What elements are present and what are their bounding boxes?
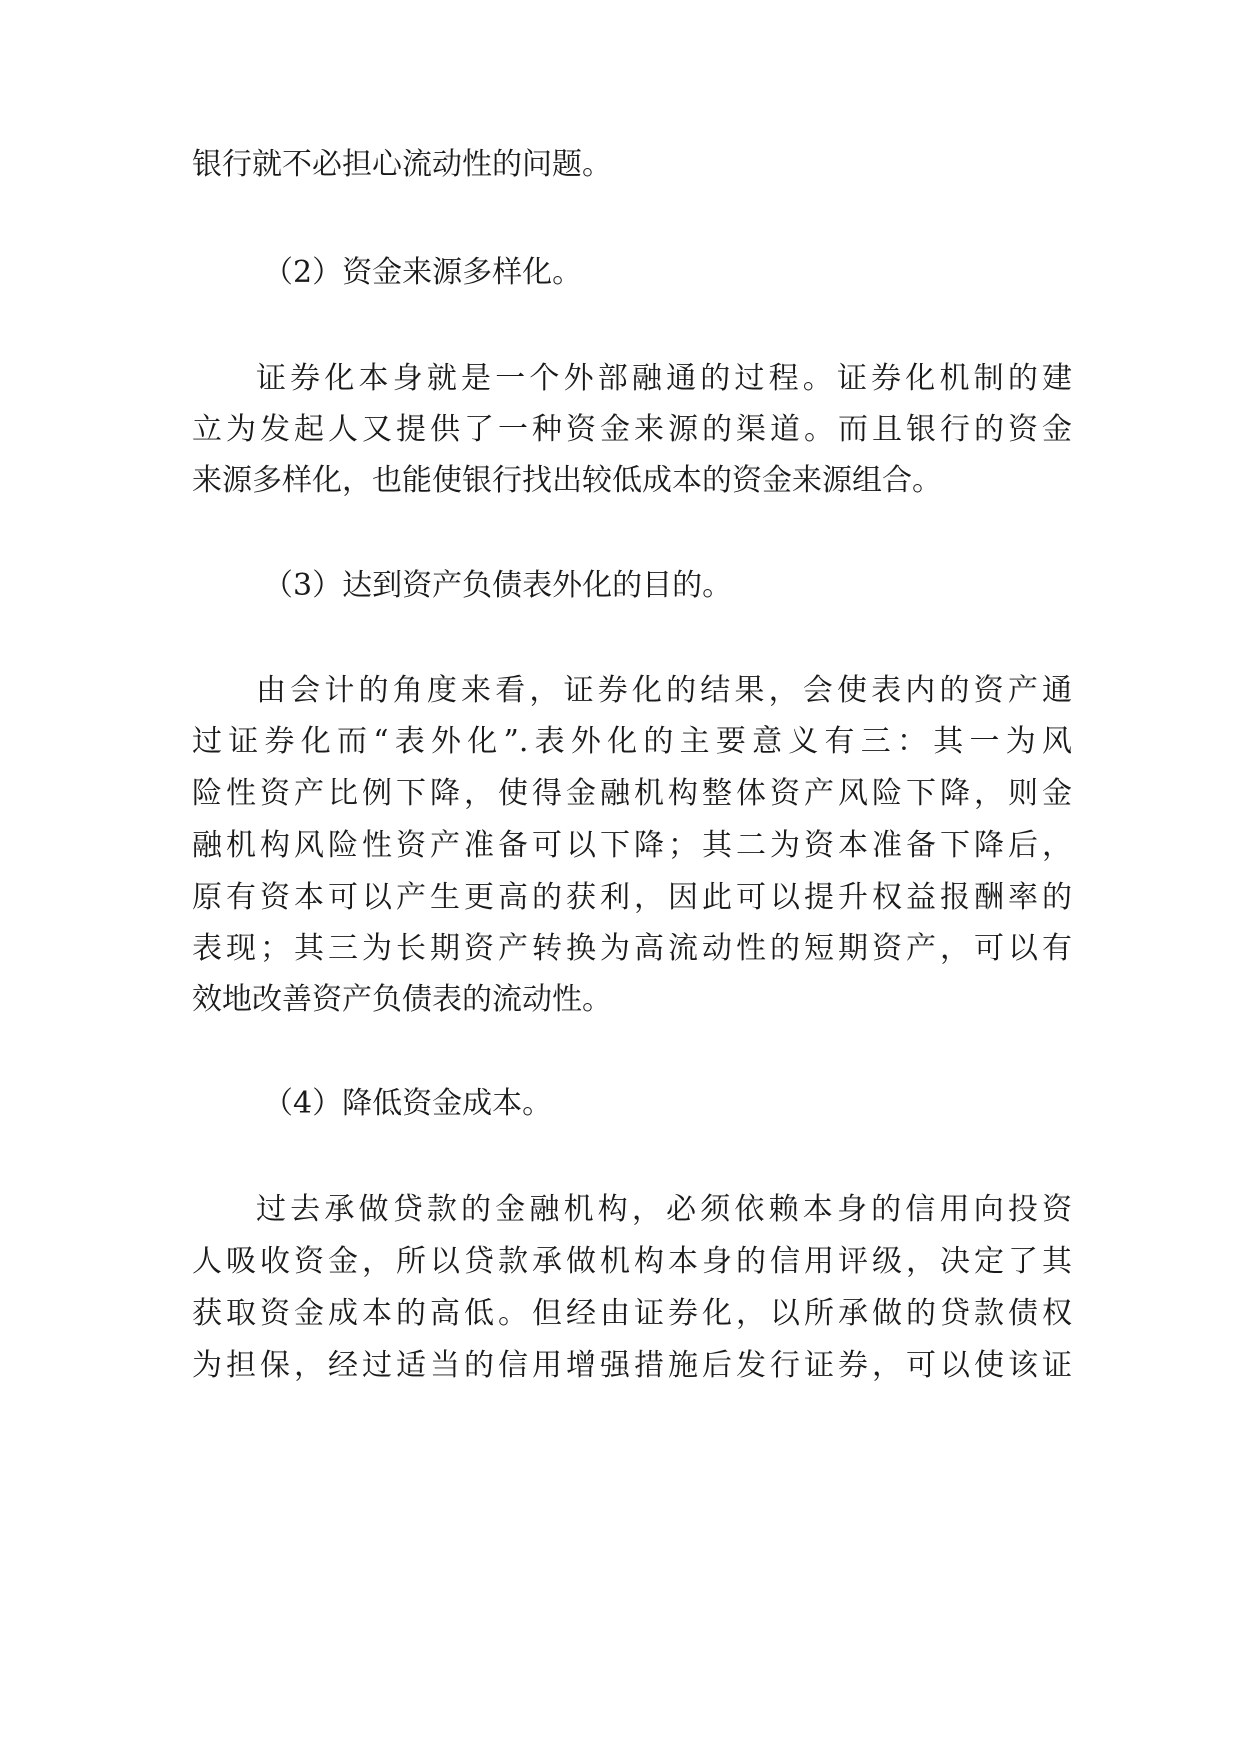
paragraph-line: 效地改善资产负债表的流动性。: [192, 982, 612, 1017]
paragraph-line: 证券化本身就是一个外部融通的过程。证券化机制的建: [256, 361, 1072, 396]
paragraph-line: 融机构风险性资产准备可以下降；其二为资本准备下降后，: [192, 828, 1072, 863]
paragraph-continuation-line: 银行就不必担心流动性的问题。: [192, 147, 612, 182]
paragraph-line: 表现；其三为长期资产转换为高流动性的短期资产，可以有: [192, 931, 1072, 966]
paragraph-line: 获取资金成本的高低。但经由证券化，以所承做的贷款债权: [192, 1296, 1072, 1331]
section-heading-3: （3）达到资产负债表外化的目的。: [263, 568, 733, 603]
paragraph-line: 为担保，经过适当的信用增强措施后发行证券，可以使该证: [192, 1348, 1072, 1383]
section-heading-2: （2）资金来源多样化。: [263, 255, 583, 290]
paragraph-line: 由会计的角度来看，证券化的结果，会使表内的资产通: [256, 673, 1072, 708]
paragraph-line: 人吸收资金，所以贷款承做机构本身的信用评级，决定了其: [192, 1244, 1072, 1279]
paragraph-line: 过去承做贷款的金融机构，必须依赖本身的信用向投资: [256, 1192, 1072, 1227]
paragraph-line: 原有资本可以产生更高的获利，因此可以提升权益报酬率的: [192, 880, 1072, 915]
paragraph-line: 立为发起人又提供了一种资金来源的渠道。而且银行的资金: [192, 412, 1072, 447]
section-heading-4: （4）降低资金成本。: [263, 1086, 553, 1121]
paragraph-line: 来源多样化，也能使银行找出较低成本的资金来源组合。: [192, 463, 942, 498]
paragraph-line: 过证券化而“表外化”.表外化的主要意义有三：其一为风: [192, 724, 1072, 759]
paragraph-line: 险性资产比例下降，使得金融机构整体资产风险下降，则金: [192, 776, 1072, 811]
